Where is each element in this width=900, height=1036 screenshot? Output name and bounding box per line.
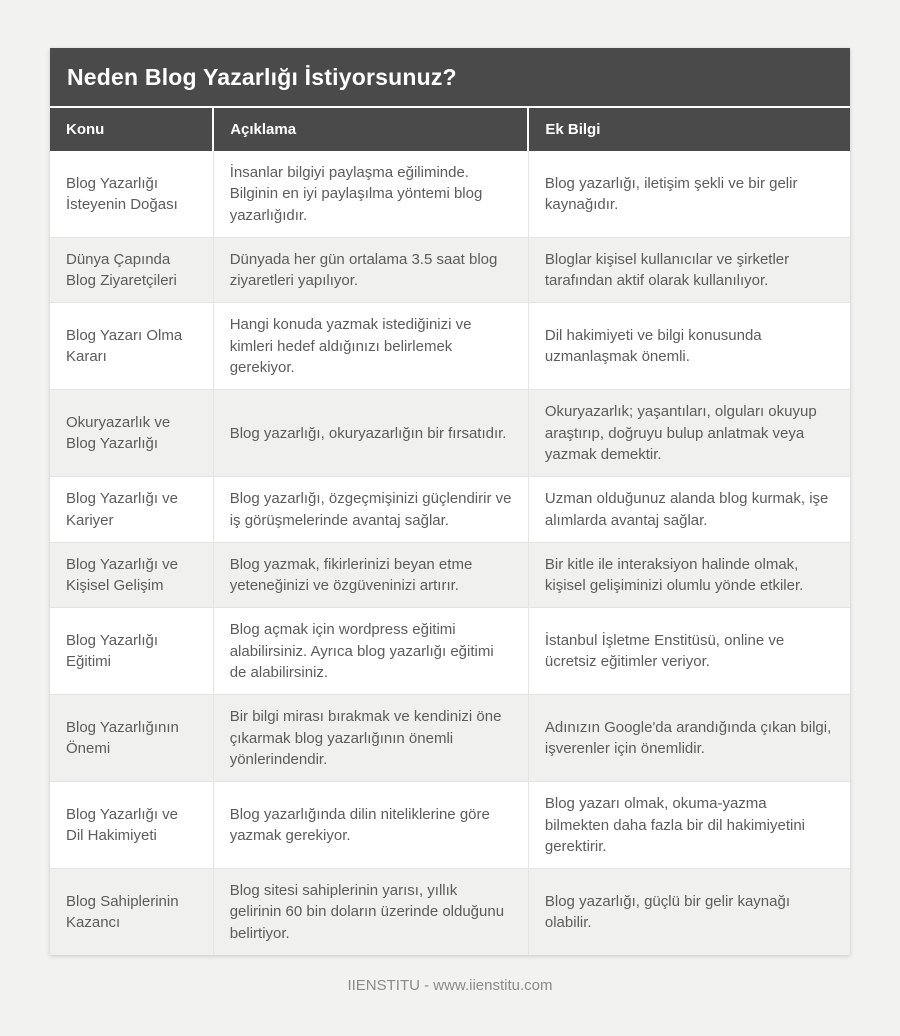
cell-aciklama: Blog yazmak, fikirlerinizi beyan etme yeteneğinizi ve özgüveninizi artırır. xyxy=(213,542,528,608)
cell-ek-bilgi: Adınızın Google'da arandığında çıkan bilgi, işverenler için önemlidir. xyxy=(528,695,850,782)
cell-ek-bilgi: Bloglar kişisel kullanıcılar ve şirketler tarafından aktif olarak kullanılıyor. xyxy=(528,237,850,303)
table-row xyxy=(50,390,850,477)
table-row xyxy=(50,151,850,237)
column-header-konu: Konu xyxy=(50,108,213,151)
cell-ek-bilgi: Bir kitle ile interaksiyon halinde olmak, kişisel gelişiminizi olumlu yönde etkiler. xyxy=(528,542,850,608)
cell-konu: Okuryazarlık ve Blog Yazarlığı xyxy=(50,390,213,477)
table-row xyxy=(50,303,850,390)
cell-aciklama: Blog açmak için wordpress eğitimi alabilirsiniz. Ayrıca blog yazarlığı eğitimi de alabilirsiniz. xyxy=(213,608,528,695)
page-title: Neden Blog Yazarlığı İstiyorsunuz? xyxy=(50,48,850,106)
cell-aciklama: Blog sitesi sahiplerinin yarısı, yıllık gelirinin 60 bin doların üzerinde olduğunu belirtiyor. xyxy=(213,869,528,955)
cell-konu: Blog Yazarı Olma Kararı xyxy=(50,303,213,390)
cell-konu: Blog Sahiplerinin Kazancı xyxy=(50,869,213,955)
cell-ek-bilgi: Dil hakimiyeti ve bilgi konusunda uzmanlaşmak önemli. xyxy=(528,303,850,390)
cell-konu: Blog Yazarlığı ve Kariyer xyxy=(50,477,213,543)
cell-ek-bilgi: Uzman olduğunuz alanda blog kurmak, işe alımlarda avantaj sağlar. xyxy=(528,477,850,543)
cell-ek-bilgi: İstanbul İşletme Enstitüsü, online ve ücretsiz eğitimler veriyor. xyxy=(528,608,850,695)
cell-aciklama: Blog yazarlığı, özgeçmişinizi güçlendirir ve iş görüşmelerinde avantaj sağlar. xyxy=(213,477,528,543)
cell-ek-bilgi: Blog yazarlığı, güçlü bir gelir kaynağı olabilir. xyxy=(528,869,850,955)
table-row xyxy=(50,869,850,955)
cell-konu: Blog Yazarlığı ve Kişisel Gelişim xyxy=(50,542,213,608)
column-header-ek-bilgi: Ek Bilgi xyxy=(528,108,850,151)
blog-reasons-table xyxy=(50,108,850,955)
blog-reasons-card xyxy=(50,48,850,955)
cell-aciklama: Blog yazarlığında dilin niteliklerine göre yazmak gerekiyor. xyxy=(213,782,528,869)
table-row xyxy=(50,608,850,695)
table-row xyxy=(50,542,850,608)
cell-konu: Blog Yazarlığı ve Dil Hakimiyeti xyxy=(50,782,213,869)
table-body xyxy=(50,151,850,955)
cell-aciklama: Dünyada her gün ortalama 3.5 saat blog ziyaretleri yapılıyor. xyxy=(213,237,528,303)
table-row xyxy=(50,782,850,869)
column-header-aciklama: Açıklama xyxy=(213,108,528,151)
cell-konu: Dünya Çapında Blog Ziyaretçileri xyxy=(50,237,213,303)
table-row xyxy=(50,237,850,303)
footer-credit: IIENSTITU - www.iienstitu.com xyxy=(347,977,553,995)
cell-konu: Blog Yazarlığının Önemi xyxy=(50,695,213,782)
table-row xyxy=(50,477,850,543)
cell-ek-bilgi: Blog yazarlığı, iletişim şekli ve bir gelir kaynağıdır. xyxy=(528,151,850,237)
cell-ek-bilgi: Blog yazarı olmak, okuma-yazma bilmekten daha fazla bir dil hakimiyetini gerektirir. xyxy=(528,782,850,869)
cell-aciklama: Hangi konuda yazmak istediğinizi ve kimleri hedef aldığınızı belirlemek gerekiyor. xyxy=(213,303,528,390)
table-row xyxy=(50,695,850,782)
table-header-row xyxy=(50,108,850,151)
cell-aciklama: Blog yazarlığı, okuryazarlığın bir fırsatıdır. xyxy=(213,390,528,477)
cell-aciklama: Bir bilgi mirası bırakmak ve kendinizi öne çıkarmak blog yazarlığının önemli yönlerindendir. xyxy=(213,695,528,782)
cell-konu: Blog Yazarlığı Eğitimi xyxy=(50,608,213,695)
cell-konu: Blog Yazarlığı İsteyenin Doğası xyxy=(50,151,213,237)
cell-ek-bilgi: Okuryazarlık; yaşantıları, olguları okuyup araştırıp, doğruyu bulup anlatmak veya yazmak demektir. xyxy=(528,390,850,477)
cell-aciklama: İnsanlar bilgiyi paylaşma eğiliminde. Bilginin en iyi paylaşılma yöntemi blog yazarlığıdır. xyxy=(213,151,528,237)
